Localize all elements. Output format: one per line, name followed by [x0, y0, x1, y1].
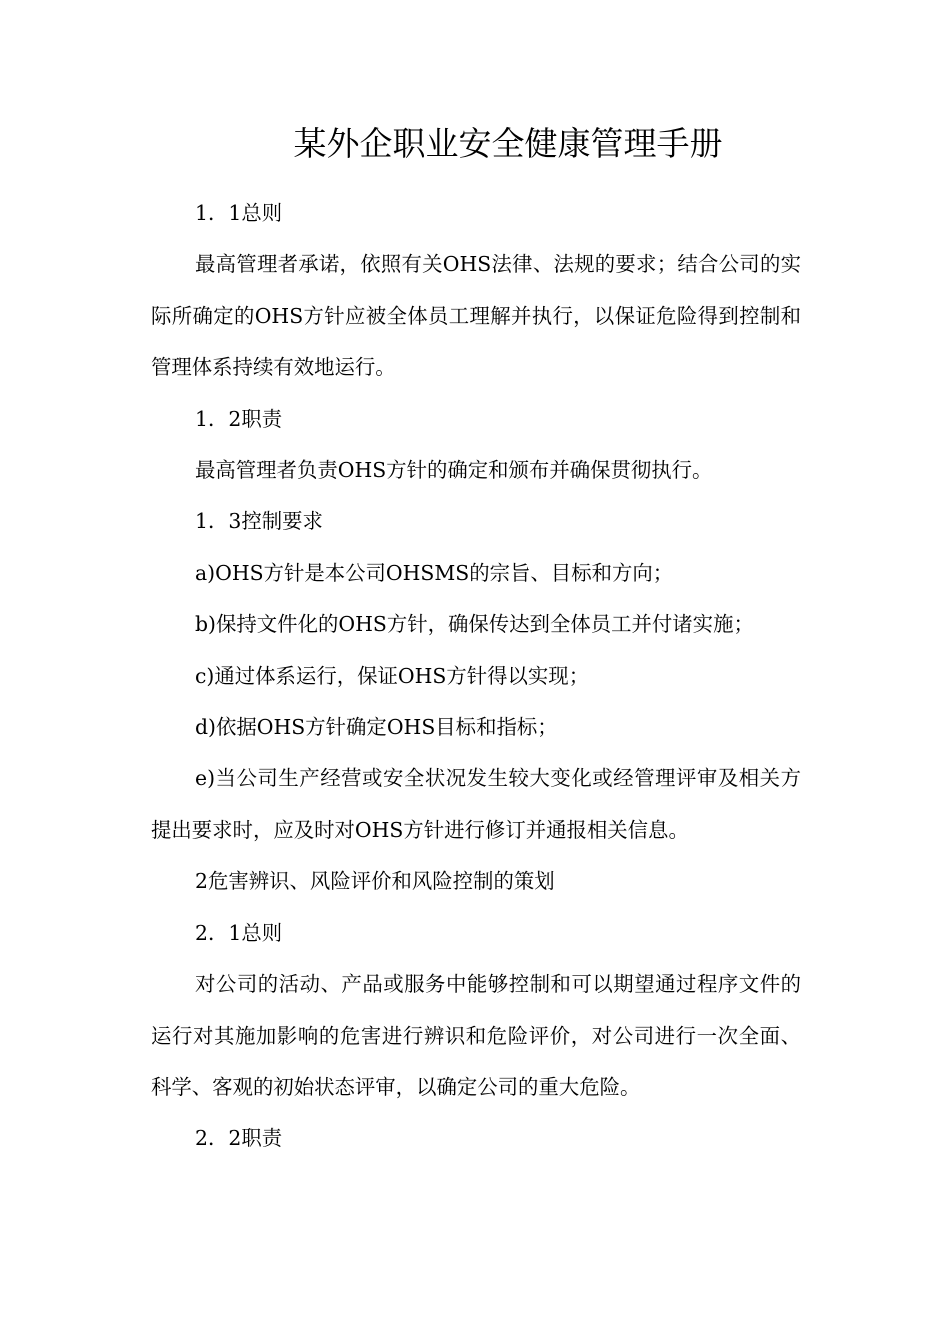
- list-item-b: b)保持文件化的OHS方针，确保传达到全体员工并付诸实施；: [195, 612, 754, 637]
- paragraph-commitment: 最高管理者承诺，依照有关OHS法律、法规的要求；结合公司的实际所确定的OHS方针应被全体员工理解并执行，以保证危险得到控制和管理体系持续有效地运行。: [151, 252, 801, 380]
- section-heading-2-1: 2．1总则: [195, 920, 283, 945]
- document-body: [151, 188, 801, 1165]
- list-item-c: c)通过体系运行，保证OHS方针得以实现；: [195, 663, 590, 688]
- list-item-a: a)OHS方针是本公司OHSMS的宗旨、目标和方向；: [195, 560, 674, 585]
- section-heading-2: 2危害辨识、风险评价和风险控制的策划: [195, 869, 555, 894]
- section-heading-1-2: 1．2职责: [195, 406, 283, 431]
- list-item-e: e)当公司生产经营或安全状况发生较大变化或经管理评审及相关方提出要求时，应及时对OHS方针进行修订并通报相关信息。: [151, 766, 801, 842]
- document-title: 某外企职业安全健康管理手册: [293, 124, 723, 163]
- list-item-d: d)依据OHS方针确定OHS目标和指标；: [195, 715, 558, 740]
- section-heading-2-2: 2．2职责: [195, 1126, 283, 1151]
- section-heading-1-3: 1．3控制要求: [195, 509, 323, 534]
- section-heading-1-1: 1．1总则: [195, 201, 283, 225]
- paragraph-hazard-identification: 对公司的活动、产品或服务中能够控制和可以期望通过程序文件的运行对其施加影响的危害进行辨识和危险评价，对公司进行一次全面、科学、客观的初始状态评审，以确定公司的重大危险。: [151, 972, 801, 1099]
- paragraph-responsibility: 最高管理者负责OHS方针的确定和颁布并确保贯彻执行。: [195, 458, 713, 483]
